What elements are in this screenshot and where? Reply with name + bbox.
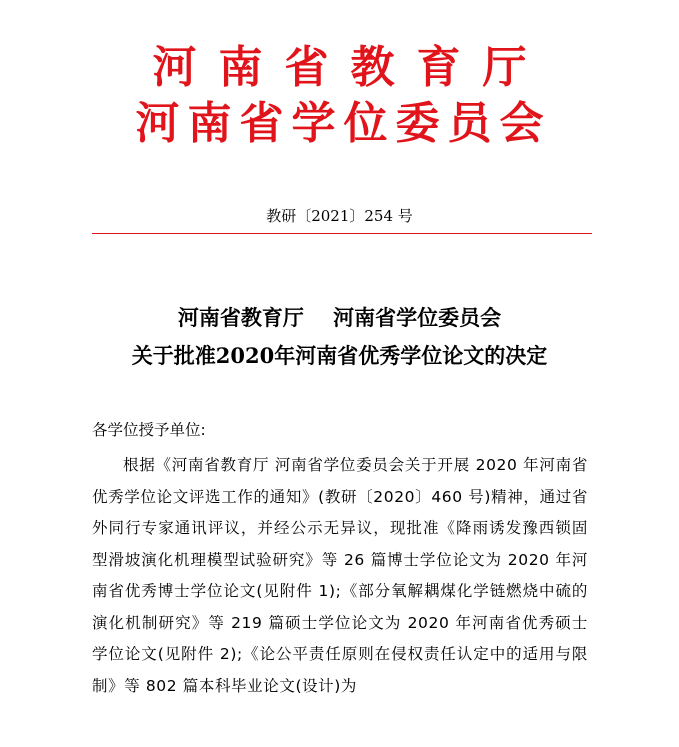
body-paragraph: 根据《河南省教育厅 河南省学位委员会关于开展 2020 年河南省优秀学位论文评选工作的通知》(教研〔2020〕460 号)精神，通过省外同行专家通讯评议，并经公示无异议，现批准《降雨诱发豫西锁固型滑坡演化机理模型试验研究》等 26 篇博士学位论文为 2020 年河南省优秀博士学位论文(见附件 1);《部分氧解耦煤化学链燃烧中硫的演化机制研究》等 219 篇硕士学位论文为 2020 年河南省优秀硕士学位论文(见附件 2);《论公平责任原则在侵权责任认定中的适用与限制》等 802 篇本科毕业论文(设计)为 (92, 456, 588, 695)
red-divider-line (92, 233, 592, 234)
salutation: 各学位授予单位: (92, 421, 206, 439)
issuer-header-degree-committee: 河南省学位委员会 (135, 98, 552, 149)
document-number: 教研〔2021〕254 号 (266, 207, 413, 225)
issuer-header-education-department: 河南省教育厅 (152, 42, 549, 93)
document-title-line-2: 关于批准2020年河南省优秀学位论文的决定 (131, 343, 548, 368)
document-title-line-1: 河南省教育厅 河南省学位委员会 (177, 305, 502, 330)
